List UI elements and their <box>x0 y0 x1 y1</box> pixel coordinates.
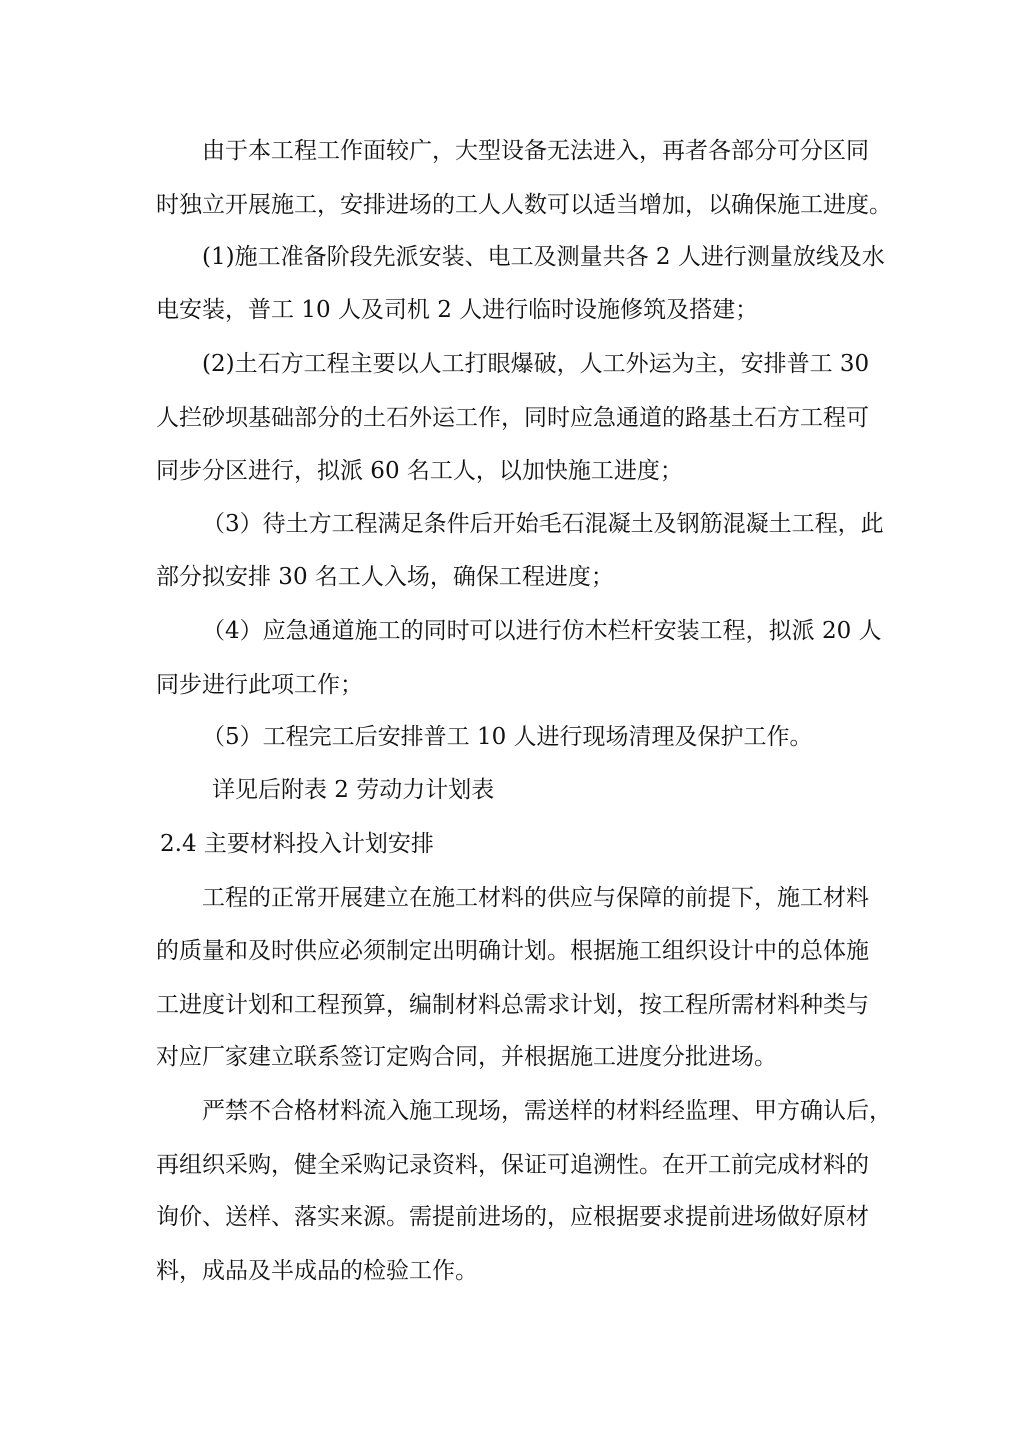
paragraph-3-line-3: 询价、送样、落实来源。需提前进场的，应根据要求提前进场做好原材 <box>156 1204 869 1230</box>
item-2-line-2: 人拦砂坝基础部分的土石外运工作，同时应急通道的路基土石方工程可 <box>156 405 869 431</box>
item-4-line-1: （4）应急通道施工的同时可以进行仿木栏杆安装工程，拟派 20 人 <box>202 618 882 644</box>
paragraph-3-line-2: 再组织采购，健全采购记录资料，保证可追溯性。在开工前完成材料的 <box>156 1152 869 1178</box>
paragraph-3-line-4: 料，成品及半成品的检验工作。 <box>156 1258 478 1284</box>
paragraph-2-line-1: 工程的正常开展建立在施工材料的供应与保障的前提下，施工材料 <box>202 885 869 911</box>
section-heading: 2.4 主要材料投入计划安排 <box>160 831 434 857</box>
item-2-line-3: 同步分区进行，拟派 60 名工人，以加快施工进度； <box>156 458 683 484</box>
item-3-line-2: 部分拟安排 30 名工人入场，确保工程进度； <box>156 564 614 590</box>
paragraph-3-line-1: 严禁不合格材料流入施工现场，需送样的材料经监理、甲方确认后， <box>202 1098 892 1124</box>
item-2-line-1: (2)土石方工程主要以人工打眼爆破，人工外运为主，安排普工 30 <box>202 351 870 377</box>
paragraph-2-line-4: 对应厂家建立联系签订定购合同，并根据施工进度分批进场。 <box>156 1044 777 1070</box>
item-3-line-1: （3）待土方工程满足条件后开始毛石混凝土及钢筋混凝土工程，此 <box>202 511 884 537</box>
paragraph-2-line-3: 工进度计划和工程预算，编制材料总需求计划，按工程所需材料种类与 <box>156 992 869 1018</box>
item-4-line-2: 同步进行此项工作； <box>156 672 363 698</box>
item-5-line-1: （5）工程完工后安排普工 10 人进行现场清理及保护工作。 <box>202 724 813 750</box>
item-1-line-1: (1)施工准备阶段先派安装、电工及测量共各 2 人进行测量放线及水 <box>202 244 885 270</box>
paragraph-1-line-1: 由于本工程工作面较广，大型设备无法进入，再者各部分可分区同 <box>202 138 869 164</box>
table-reference: 详见后附表 2 劳动力计划表 <box>212 777 495 803</box>
item-1-line-2: 电安装，普工 10 人及司机 2 人进行临时设施修筑及搭建； <box>156 297 759 323</box>
paragraph-2-line-2: 的质量和及时供应必须制定出明确计划。根据施工组织设计中的总体施 <box>156 938 869 964</box>
paragraph-1-line-2: 时独立开展施工，安排进场的工人人数可以适当增加，以确保施工进度。 <box>156 192 892 218</box>
